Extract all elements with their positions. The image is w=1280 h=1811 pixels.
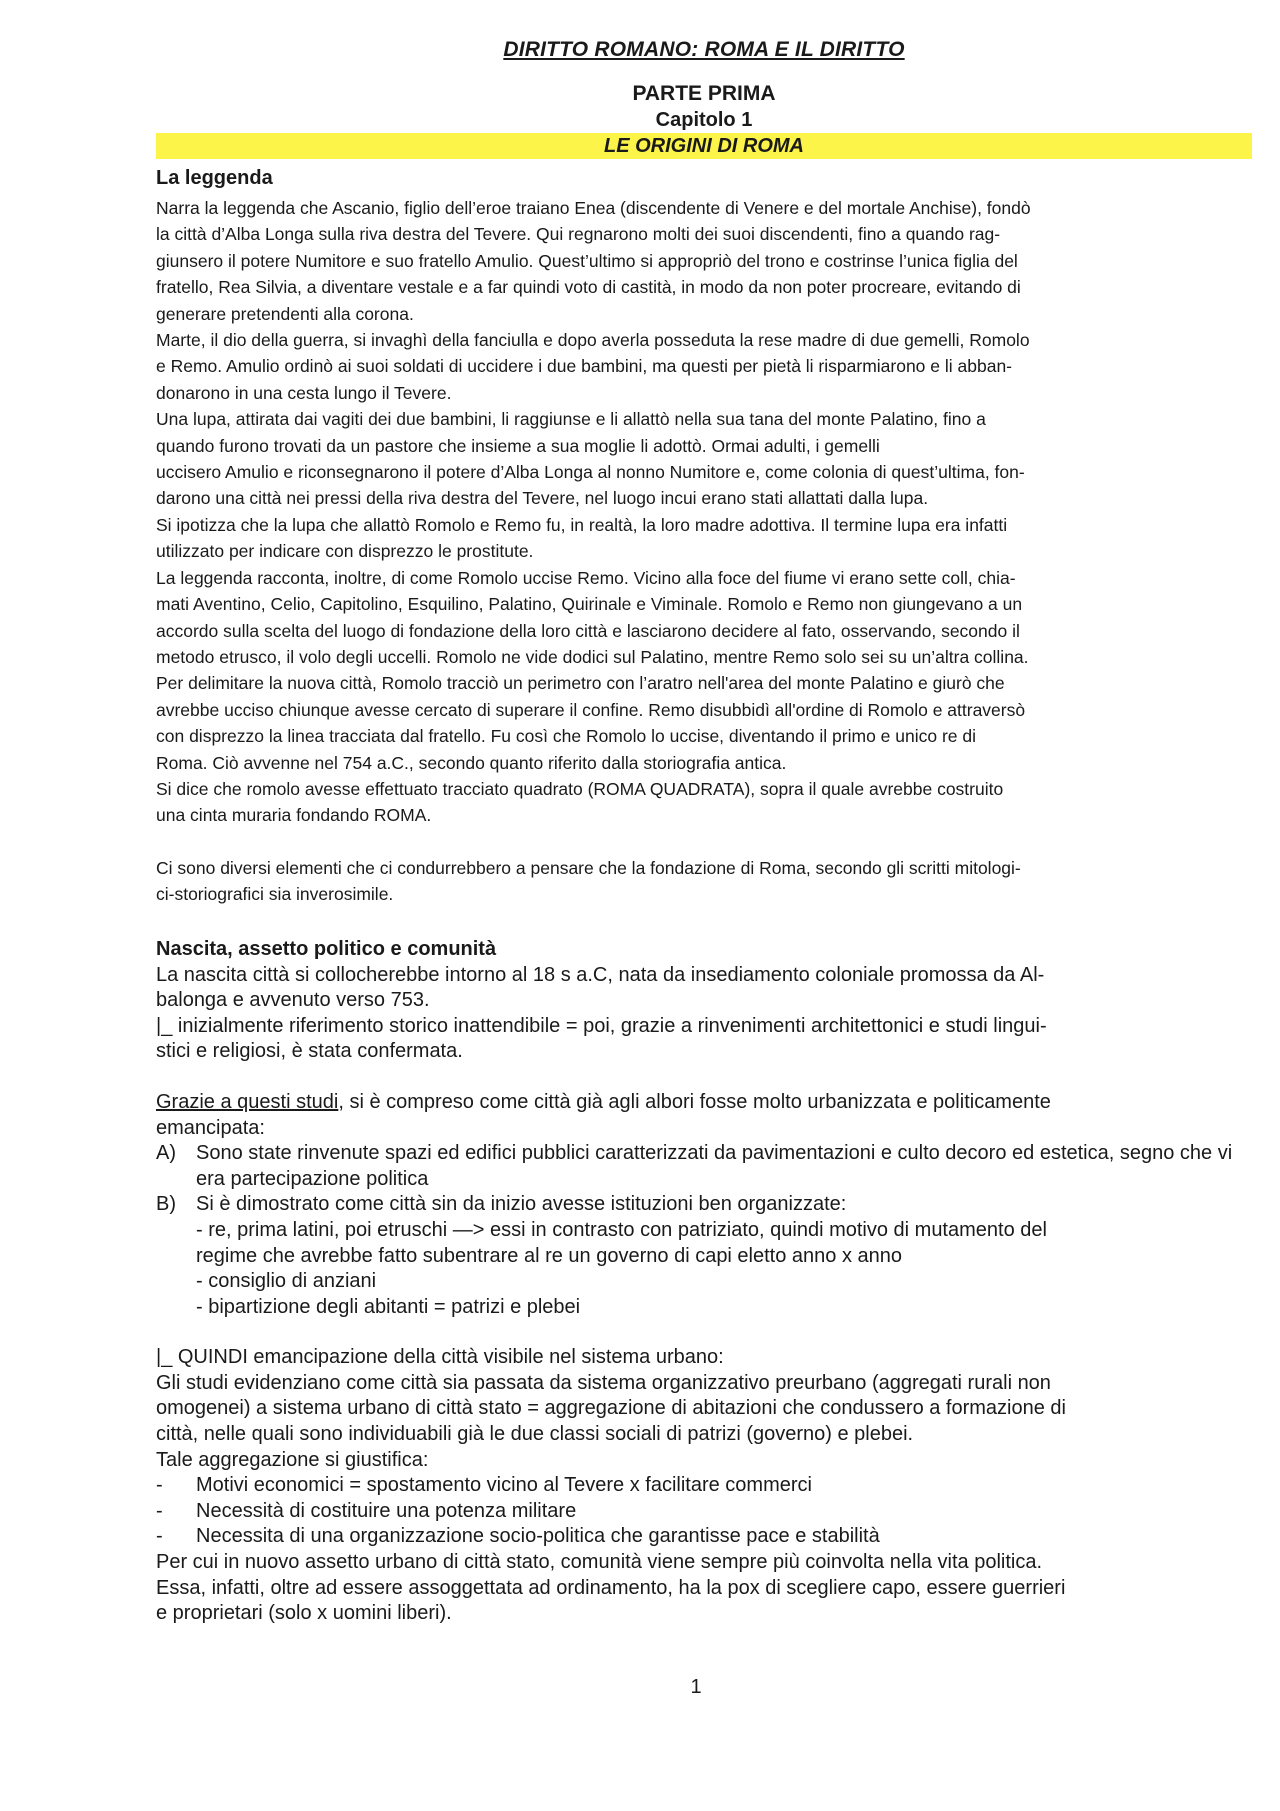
part-heading: PARTE PRIMA	[632, 82, 776, 105]
text-line: balonga e avvenuto verso 753.	[156, 989, 430, 1012]
text-line: |_ inizialmente riferimento storico inattendibile = poi, grazie a rinvenimenti architettonici e studi lingui-	[156, 1014, 1047, 1037]
text-line: ci-storiografici sia inverosimile.	[156, 884, 394, 905]
text-line: fratello, Rea Silvia, a diventare vestale e a far quindi voto di castità, in modo da non poter procreare, evitando di	[156, 277, 1021, 298]
underlined-phrase: Grazie a questi studi	[156, 1090, 339, 1113]
bullet-marker: -	[156, 1499, 163, 1522]
text-line: e proprietari (solo x uomini liberi).	[156, 1602, 452, 1625]
section-heading-nascita: Nascita, assetto politico e comunità	[156, 937, 497, 960]
bullet-marker: -	[156, 1474, 163, 1497]
text-line: Grazie a questi studi, si è compreso come città già agli albori fosse molto urbanizzata e politicamente	[156, 1090, 1051, 1113]
section-heading-leggenda: La leggenda	[156, 167, 273, 189]
text-line: stici e religiosi, è stata confermata.	[156, 1040, 463, 1063]
text-line: città, nelle quali sono individuabili già le due classi sociali di patrizi (governo) e plebei.	[156, 1423, 914, 1446]
list-item-b	[156, 1192, 1252, 1218]
text-line: quando furono trovati da un pastore che insieme a sua moglie li adottò. Ormai adulti, i gemelli	[156, 435, 880, 456]
bullet-marker: -	[156, 1525, 163, 1548]
text-line: accordo sulla scelta del luogo di fondazione della loro città e lasciarono decidere al fato, osservando, secondo il	[156, 620, 1020, 641]
list-item-a	[156, 1141, 1252, 1192]
sub-item: - consiglio di anziani	[196, 1270, 377, 1293]
text-line: la città d’Alba Longa sulla riva destra del Tevere. Qui regnarono molti dei suoi discendenti, fino a quando rag-	[156, 224, 1001, 245]
text-line: Narra la leggenda che Ascanio, figlio dell’eroe traiano Enea (discendente di Venere e del mortale Anchise), fondò	[156, 198, 1031, 218]
bullet-item: - Necessita di una organizzazione socio-politica che garantisse pace e stabilità	[156, 1524, 1252, 1550]
text-line: La nascita città si collocherebbe intorno al 18 s a.C, nata da insediamento coloniale promossa da Al-	[156, 963, 1045, 986]
bullet-item: - Motivi economici = spostamento vicino al Tevere x facilitare commerci	[156, 1473, 1252, 1499]
text-line: La leggenda racconta, inoltre, di come Romolo uccise Remo. Vicino alla foce del fiume vi erano sette coll, chia-	[156, 567, 1016, 588]
text-line: uccisero Amulio e riconsegnarono il potere d’Alba Longa al nonno Numitore e, come colonia di quest’ultima, fon-	[156, 462, 1025, 483]
section-nascita-body	[156, 963, 1252, 1627]
text-line: utilizzato per indicare con disprezzo le prostitute.	[156, 541, 534, 562]
text-line: giunsero il potere Numitore e suo fratello Amulio. Quest’ultimo si appropriò del trono e costrinse l’unica figlia del	[156, 250, 1018, 271]
text-line: con disprezzo la linea tracciata dal fratello. Fu così che Romolo lo uccise, diventando il primo e unico re di	[156, 726, 976, 747]
text-line: mati Aventino, Celio, Capitolino, Esquilino, Palatino, Quirinale e Viminale. Romolo e Remo non giungevano a un	[156, 594, 1023, 615]
text-line: metodo etrusco, il volo degli uccelli. Romolo ne vide dodici sul Palatino, mentre Remo solo sei su un’altra collina.	[156, 646, 1029, 667]
text-line: Roma. Ciò avvenne nel 754 a.C., secondo quanto riferito dalla storiografia antica.	[156, 752, 787, 773]
text-line: Tale aggregazione si giustifica:	[156, 1448, 429, 1471]
list-marker: A)	[156, 1142, 176, 1165]
text-line: avrebbe ucciso chiunque avesse cercato di superare il confine. Remo disubbidì all'ordine di Romolo e attraversò	[156, 699, 1026, 720]
text-line: generare pretendenti alla corona.	[156, 303, 414, 324]
text-line: emancipata:	[156, 1116, 265, 1139]
page-number: 1	[690, 1676, 702, 1698]
text-line: Marte, il dio della guerra, si invaghì della fanciulla e dopo averla posseduta la rese madre di due gemelli, Romolo	[156, 330, 1030, 351]
sub-item: - bipartizione degli abitanti = patrizi e plebei	[196, 1295, 581, 1318]
chapter-title-highlight: LE ORIGINI DI ROMA	[156, 133, 1252, 159]
text-line: Gli studi evidenziano come città sia passata da sistema organizzativo preurbano (aggregati rurali non	[156, 1371, 1051, 1394]
sub-item: regime che avrebbe fatto subentrare al re un governo di capi eletto anno x anno	[196, 1244, 903, 1267]
chapter-heading: Capitolo 1	[655, 109, 753, 131]
bullet-item: - Necessità di costituire una potenza militare	[156, 1499, 1252, 1525]
sub-item: - re, prima latini, poi etruschi —> essi in contrasto con patriziato, quindi motivo di mutamento del	[196, 1218, 1047, 1241]
document-title: DIRITTO ROMANO: ROMA E IL DIRITTO	[503, 38, 905, 61]
page-content	[156, 38, 1252, 1627]
text-line: una cinta muraria fondando ROMA.	[156, 805, 432, 826]
text-line: Si ipotizza che la lupa che allattò Romolo e Remo fu, in realtà, la loro madre adottiva. Il termine lupa era infatti	[156, 514, 1008, 535]
text-line: e Remo. Amulio ordinò ai suoi soldati di uccidere i due bambini, ma questi per pietà li risparmiarono e li abban-	[156, 356, 1013, 377]
text-line: omogenei) a sistema urbano di città stato = aggregazione di abitazioni che condussero a formazione di	[156, 1397, 1066, 1420]
text-line: darono una città nei pressi della riva destra del Tevere, nel luogo incui erano stati allattati dalla lupa.	[156, 488, 929, 509]
text-line: Essa, infatti, oltre ad essere assoggettata ad ordinamento, ha la pox di scegliere capo, essere guerrieri	[156, 1576, 1066, 1599]
section-leggenda-body	[156, 195, 1252, 908]
text-line: Si dice che romolo avesse effettuato tracciato quadrato (ROMA QUADRATA), sopra il quale avrebbe costruito	[156, 778, 1004, 799]
text-line: Una lupa, attirata dai vagiti dei due bambini, li raggiunse e li allattò nella sua tana del monte Palatino, fino a	[156, 409, 986, 430]
text-line: Per delimitare la nuova città, Romolo tracciò un perimetro con l’aratro nell'area del monte Palatino e giurò che	[156, 673, 1005, 694]
list-item-text: Si è dimostrato come città sin da inizio avesse istituzioni ben organizzate:	[196, 1193, 847, 1216]
text-line: Per cui in nuovo assetto urbano di città stato, comunità viene sempre più coinvolta nella vita politica.	[156, 1551, 1043, 1574]
list-item-text: Sono state rinvenute spazi ed edifici pubblici caratterizzati da pavimentazioni e culto decoro ed estetica, segno che vi era partecipazione politica	[196, 1142, 1233, 1190]
list-marker: B)	[156, 1193, 176, 1216]
text-line: |_ QUINDI emancipazione della città visibile nel sistema urbano:	[156, 1346, 724, 1369]
text-line: donarono in una cesta lungo il Tevere.	[156, 382, 452, 403]
text-line: Ci sono diversi elementi che ci condurrebbero a pensare che la fondazione di Roma, secondo gli scritti mitologi-	[156, 857, 1021, 878]
